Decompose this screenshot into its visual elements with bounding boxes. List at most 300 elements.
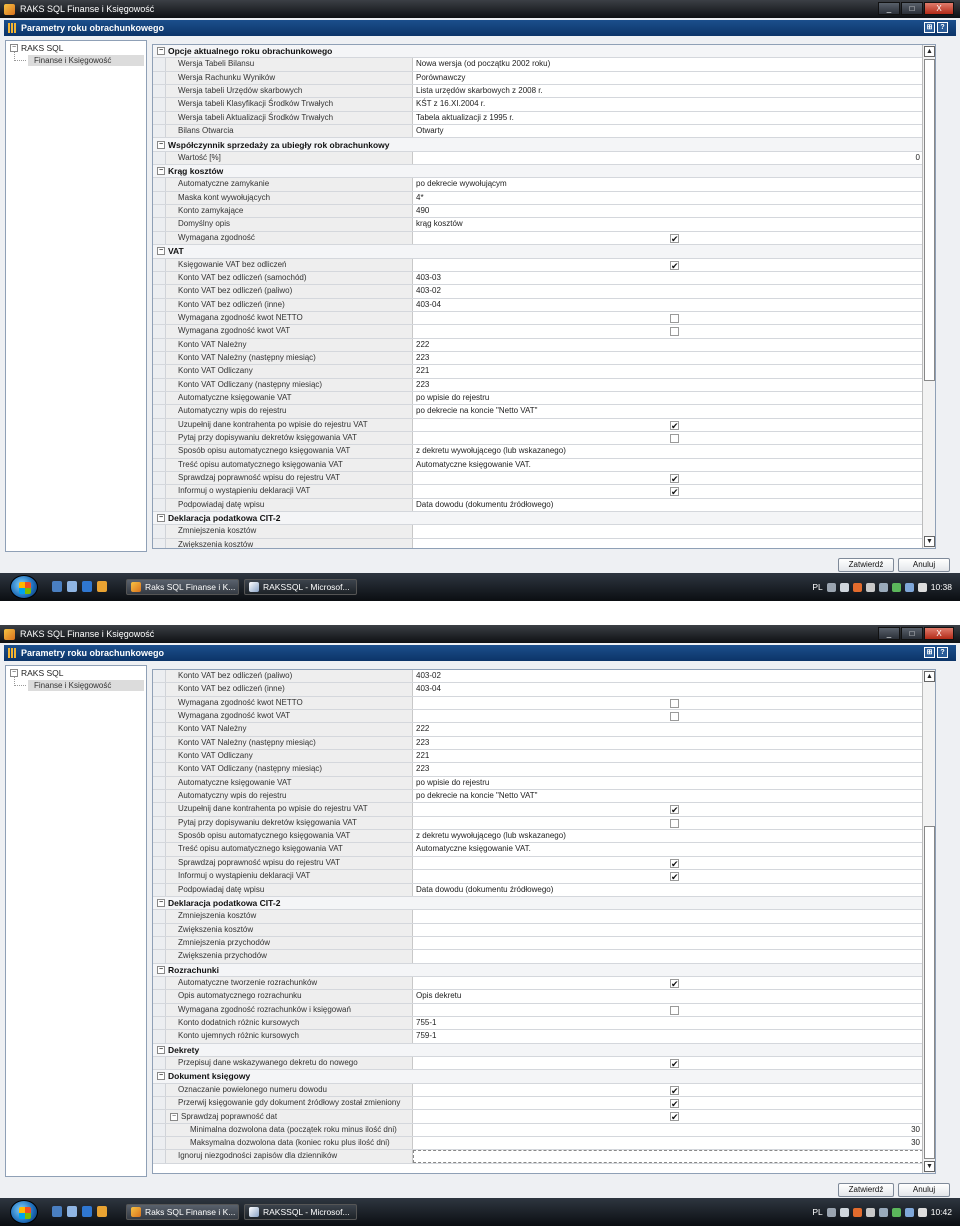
collapse-icon[interactable]: − xyxy=(158,1072,164,1080)
scroll-thumb[interactable] xyxy=(924,826,935,1159)
section-header[interactable] xyxy=(153,245,923,258)
section-header[interactable] xyxy=(153,138,923,151)
property-label xyxy=(166,58,413,70)
property-label xyxy=(166,870,413,882)
property-value[interactable] xyxy=(413,232,923,244)
maximize-button[interactable]: □ xyxy=(901,2,923,15)
property-value[interactable] xyxy=(413,990,923,1002)
property-label xyxy=(166,857,413,869)
property-row[interactable] xyxy=(153,870,923,883)
checkbox-checked[interactable] xyxy=(670,487,679,496)
keyboard-icon[interactable] xyxy=(827,583,836,592)
section-header[interactable] xyxy=(153,897,923,910)
scroll-up-icon[interactable]: ▲ xyxy=(924,46,935,57)
checkbox-checked[interactable] xyxy=(670,859,679,868)
maximize-button[interactable]: □ xyxy=(901,627,923,640)
property-label-text: Treść opisu automatycznego księgowania VAT xyxy=(178,459,343,469)
checkbox-unchecked[interactable] xyxy=(670,327,679,336)
property-row[interactable] xyxy=(153,539,923,549)
property-value[interactable] xyxy=(413,485,923,497)
monitor-icon[interactable] xyxy=(905,1208,914,1217)
property-row[interactable] xyxy=(153,737,923,750)
row-gutter xyxy=(153,683,166,695)
language-indicator[interactable]: PL xyxy=(812,582,823,592)
monitor-icon[interactable] xyxy=(905,583,914,592)
property-value[interactable] xyxy=(413,459,923,471)
property-value[interactable] xyxy=(413,763,923,775)
collapse-icon[interactable]: − xyxy=(158,514,164,522)
property-row[interactable] xyxy=(153,1017,923,1030)
row-gutter xyxy=(153,870,166,882)
property-value[interactable] xyxy=(413,1124,923,1136)
property-label xyxy=(166,72,413,84)
property-row[interactable] xyxy=(153,670,923,683)
confirm-button[interactable]: Zatwierdź xyxy=(838,1183,894,1197)
property-value[interactable] xyxy=(413,312,923,324)
property-label-text: Konto VAT Należny (następny miesiąc) xyxy=(178,352,316,362)
property-value[interactable] xyxy=(413,750,923,762)
property-label xyxy=(166,750,413,762)
property-value[interactable] xyxy=(413,843,923,855)
confirm-button[interactable]: Zatwierdź xyxy=(838,558,894,572)
property-label xyxy=(166,405,413,417)
property-row[interactable] xyxy=(153,125,923,138)
clock[interactable]: 10:42 xyxy=(930,1207,952,1217)
property-label xyxy=(166,924,413,936)
collapse-icon[interactable]: − xyxy=(158,47,164,55)
property-row[interactable] xyxy=(153,72,923,85)
property-value[interactable] xyxy=(413,950,923,962)
row-gutter xyxy=(153,525,166,537)
chevron-left-icon[interactable] xyxy=(840,583,849,592)
property-value[interactable] xyxy=(413,125,923,137)
row-gutter xyxy=(153,58,166,70)
property-row[interactable] xyxy=(153,817,923,830)
section-header[interactable] xyxy=(153,512,923,525)
property-row[interactable] xyxy=(153,723,923,736)
volume-icon[interactable] xyxy=(918,1208,927,1217)
property-row[interactable] xyxy=(153,697,923,710)
antivirus-icon[interactable] xyxy=(853,1208,862,1217)
property-row[interactable] xyxy=(153,924,923,937)
close-button[interactable]: X xyxy=(924,627,954,640)
checkbox-unchecked[interactable] xyxy=(670,434,679,443)
property-value-text: Automatyczne księgowanie VAT. xyxy=(416,844,531,854)
property-row[interactable] xyxy=(153,884,923,897)
property-row[interactable] xyxy=(153,1057,923,1070)
property-row[interactable] xyxy=(153,152,923,165)
property-row[interactable] xyxy=(153,365,923,378)
layout-icon[interactable]: ⊞ xyxy=(924,647,935,658)
minimize-button[interactable]: _ xyxy=(878,627,900,640)
row-gutter xyxy=(153,218,166,230)
property-label-text: Uzupełnij dane kontrahenta po wpisie do rejestru VAT xyxy=(178,419,368,429)
property-row[interactable] xyxy=(153,990,923,1003)
property-value[interactable] xyxy=(413,1097,923,1109)
checkbox-unchecked[interactable] xyxy=(670,699,679,708)
checkbox-checked[interactable] xyxy=(670,1059,679,1068)
property-value[interactable] xyxy=(413,803,923,815)
app-tray-icon[interactable] xyxy=(892,583,901,592)
property-row[interactable] xyxy=(153,790,923,803)
property-row[interactable] xyxy=(153,98,923,111)
property-row[interactable] xyxy=(153,950,923,963)
taskbar-item[interactable] xyxy=(126,1204,239,1220)
network-icon[interactable] xyxy=(866,1208,875,1217)
property-value[interactable] xyxy=(413,445,923,457)
property-row[interactable] xyxy=(153,352,923,365)
window-controls xyxy=(878,2,954,15)
collapse-icon[interactable]: − xyxy=(158,899,164,907)
property-value[interactable] xyxy=(413,1030,923,1042)
checkbox-unchecked[interactable] xyxy=(670,1006,679,1015)
property-value[interactable] xyxy=(413,285,923,297)
property-value[interactable] xyxy=(413,830,923,842)
property-value[interactable] xyxy=(413,937,923,949)
property-row[interactable] xyxy=(153,325,923,338)
help-icon[interactable]: ? xyxy=(937,647,948,658)
row-gutter xyxy=(153,98,166,110)
property-row[interactable] xyxy=(153,683,923,696)
show-desktop-icon[interactable] xyxy=(52,1206,62,1217)
row-gutter xyxy=(153,85,166,97)
property-label xyxy=(166,710,413,722)
chevron-left-icon[interactable] xyxy=(840,1208,849,1217)
property-row[interactable] xyxy=(153,112,923,125)
property-value[interactable] xyxy=(413,499,923,511)
antivirus-icon[interactable] xyxy=(853,583,862,592)
tree-item-finanse[interactable]: Finanse i Księgowość xyxy=(28,680,144,691)
property-row[interactable] xyxy=(153,1137,923,1150)
property-value[interactable] xyxy=(413,1137,923,1149)
checkbox-checked[interactable] xyxy=(670,261,679,270)
property-label-text: Automatyczne księgowanie VAT xyxy=(178,777,292,787)
property-row[interactable] xyxy=(153,405,923,418)
tree-connector xyxy=(14,52,26,61)
property-row[interactable] xyxy=(153,432,923,445)
property-value[interactable] xyxy=(413,472,923,484)
property-value[interactable] xyxy=(413,339,923,351)
property-row[interactable] xyxy=(153,857,923,870)
property-value[interactable] xyxy=(413,817,923,829)
property-row[interactable] xyxy=(153,525,923,538)
row-gutter xyxy=(153,697,166,709)
property-label xyxy=(166,1004,413,1016)
property-value[interactable] xyxy=(413,218,923,230)
property-label-text: Automatyczne księgowanie VAT xyxy=(178,392,292,402)
collapse-icon[interactable]: − xyxy=(158,247,164,255)
property-row[interactable] xyxy=(153,312,923,325)
property-row[interactable] xyxy=(153,232,923,245)
property-value[interactable] xyxy=(413,112,923,124)
row-gutter xyxy=(153,125,166,137)
property-row[interactable] xyxy=(153,272,923,285)
window-titlebar xyxy=(0,0,960,18)
collapse-icon[interactable]: − xyxy=(11,44,17,51)
property-value-text: Otwarty xyxy=(416,126,444,136)
checkbox-checked[interactable] xyxy=(670,872,679,881)
media-player-icon[interactable] xyxy=(97,1206,107,1217)
property-value[interactable] xyxy=(413,272,923,284)
property-row[interactable] xyxy=(153,392,923,405)
property-row[interactable] xyxy=(153,1124,923,1137)
property-label-text: Konto VAT bez odliczeń (inne) xyxy=(178,684,285,694)
property-row[interactable] xyxy=(153,259,923,272)
printer-icon[interactable] xyxy=(879,1208,888,1217)
collapse-icon[interactable]: − xyxy=(158,167,164,175)
property-label xyxy=(166,352,413,364)
section-header[interactable] xyxy=(153,1070,923,1083)
switch-windows-icon[interactable] xyxy=(67,1206,77,1217)
property-label-text: Przerwij księgowanie gdy dokument źródłowy został zmieniony xyxy=(178,1098,401,1107)
grid-rows xyxy=(153,45,923,549)
property-value[interactable] xyxy=(413,58,923,70)
tree-item-finanse[interactable]: Finanse i Księgowość xyxy=(28,55,144,66)
property-label xyxy=(166,312,413,324)
clock[interactable]: 10:38 xyxy=(930,582,952,592)
property-value[interactable] xyxy=(413,325,923,337)
checkbox-checked[interactable] xyxy=(670,805,679,814)
property-row[interactable] xyxy=(153,843,923,856)
app-icon xyxy=(4,4,15,15)
property-value[interactable] xyxy=(413,539,923,549)
property-value[interactable] xyxy=(413,98,923,110)
property-row[interactable] xyxy=(153,339,923,352)
scroll-down-icon[interactable]: ▼ xyxy=(924,536,935,547)
property-label xyxy=(166,85,413,97)
property-row[interactable] xyxy=(153,937,923,950)
property-value[interactable] xyxy=(413,192,923,204)
property-row[interactable] xyxy=(153,1150,923,1163)
taskbar-item-label: RAKSSQL - Microsof... xyxy=(263,1207,350,1217)
property-row[interactable] xyxy=(153,379,923,392)
property-label-text: Wartość [%] xyxy=(178,152,221,162)
keyboard-icon[interactable] xyxy=(827,1208,836,1217)
property-value[interactable] xyxy=(413,857,923,869)
property-value[interactable] xyxy=(413,419,923,431)
property-row[interactable] xyxy=(153,459,923,472)
property-value[interactable] xyxy=(413,884,923,896)
property-row[interactable] xyxy=(153,710,923,723)
taskbar-item[interactable] xyxy=(244,579,357,595)
section-header[interactable] xyxy=(153,1044,923,1057)
property-value-text: 403-03 xyxy=(416,272,441,282)
property-label-text: Wymagana zgodność kwot NETTO xyxy=(178,697,303,707)
property-value[interactable] xyxy=(413,777,923,789)
volume-icon[interactable] xyxy=(918,583,927,592)
property-value-text: 403-02 xyxy=(416,286,441,296)
collapse-icon[interactable]: − xyxy=(171,1112,177,1120)
checkbox-checked[interactable] xyxy=(670,1112,679,1121)
checkbox-checked[interactable] xyxy=(670,1099,679,1108)
row-gutter xyxy=(153,365,166,377)
browser-icon[interactable] xyxy=(82,581,92,592)
row-gutter xyxy=(153,259,166,271)
property-label-text: Konto VAT bez odliczeń (paliwo) xyxy=(178,671,293,680)
property-row[interactable] xyxy=(153,85,923,98)
property-row[interactable] xyxy=(153,763,923,776)
property-value[interactable] xyxy=(413,405,923,417)
row-gutter xyxy=(153,379,166,391)
property-row[interactable] xyxy=(153,58,923,71)
property-value[interactable] xyxy=(413,392,923,404)
checkbox-checked[interactable] xyxy=(670,1086,679,1095)
property-value[interactable] xyxy=(413,1110,923,1122)
row-gutter xyxy=(153,312,166,324)
property-value-text: po wpisie do rejestru xyxy=(416,777,490,787)
property-row[interactable] xyxy=(153,910,923,923)
property-row[interactable] xyxy=(153,1097,923,1110)
row-gutter xyxy=(153,72,166,84)
vertical-scrollbar[interactable] xyxy=(922,45,935,549)
property-value[interactable] xyxy=(413,1004,923,1016)
checkbox-checked[interactable] xyxy=(670,421,679,430)
property-label-text: Konto dodatnich różnic kursowych xyxy=(178,1017,300,1027)
property-row[interactable] xyxy=(153,285,923,298)
property-row[interactable] xyxy=(153,830,923,843)
scroll-thumb[interactable] xyxy=(924,59,935,381)
taskbar-item[interactable] xyxy=(244,1204,357,1220)
property-row[interactable] xyxy=(153,192,923,205)
property-label-text: Konto VAT Odliczany xyxy=(178,366,253,376)
property-value[interactable] xyxy=(413,205,923,217)
scroll-down-icon[interactable]: ▼ xyxy=(924,1161,935,1172)
taskbar-item[interactable] xyxy=(126,579,239,595)
printer-icon[interactable] xyxy=(879,583,888,592)
language-indicator[interactable]: PL xyxy=(812,1207,823,1217)
property-value[interactable] xyxy=(413,432,923,444)
start-button[interactable] xyxy=(10,575,38,599)
property-value[interactable] xyxy=(413,379,923,391)
app-tray-icon[interactable] xyxy=(892,1208,901,1217)
switch-windows-icon[interactable] xyxy=(67,581,77,592)
property-row[interactable] xyxy=(153,472,923,485)
taskbar-item-label: RAKSSQL - Microsof... xyxy=(263,582,350,592)
property-value[interactable] xyxy=(413,683,923,695)
property-row[interactable] xyxy=(153,419,923,432)
property-label xyxy=(166,259,413,271)
cancel-button[interactable]: Anuluj xyxy=(898,558,950,572)
property-row[interactable] xyxy=(153,1030,923,1043)
show-desktop-icon[interactable] xyxy=(52,581,62,592)
property-value-text: 221 xyxy=(416,366,430,376)
row-gutter xyxy=(153,1124,166,1136)
property-row[interactable] xyxy=(153,1110,923,1123)
row-gutter xyxy=(153,459,166,471)
property-row[interactable] xyxy=(153,178,923,191)
checkbox-checked[interactable] xyxy=(670,979,679,988)
property-label xyxy=(166,1137,413,1149)
property-value[interactable] xyxy=(413,72,923,84)
property-value[interactable] xyxy=(413,1017,923,1029)
row-gutter xyxy=(153,419,166,431)
property-row[interactable] xyxy=(153,218,923,231)
dialog-title: Parametry roku obrachunkowego xyxy=(21,648,165,658)
property-value[interactable] xyxy=(413,1150,923,1162)
property-value[interactable] xyxy=(413,152,923,164)
collapse-icon[interactable]: − xyxy=(11,669,17,676)
property-value[interactable] xyxy=(413,737,923,749)
checkbox-checked[interactable] xyxy=(670,474,679,483)
checkbox-unchecked[interactable] xyxy=(670,819,679,828)
section-label: Współczynnik sprzedaży za ubiegły rok obrachunkowy xyxy=(168,139,390,150)
property-value-text: 759-1 xyxy=(416,1031,437,1041)
property-value[interactable] xyxy=(413,1084,923,1096)
checkbox-unchecked[interactable] xyxy=(670,712,679,721)
start-button[interactable] xyxy=(10,1200,38,1224)
network-icon[interactable] xyxy=(866,583,875,592)
row-gutter xyxy=(153,1150,166,1162)
section-header[interactable] xyxy=(153,165,923,178)
minimize-button[interactable]: _ xyxy=(878,2,900,15)
section-header[interactable] xyxy=(153,45,923,58)
property-row[interactable] xyxy=(153,1084,923,1097)
property-row[interactable] xyxy=(153,485,923,498)
checkbox-checked[interactable] xyxy=(670,234,679,243)
property-label-text: Wersja tabeli Klasyfikacji Środków Trwałych xyxy=(178,99,334,109)
help-icon[interactable]: ? xyxy=(937,22,948,33)
property-value[interactable] xyxy=(413,977,923,989)
property-value[interactable] xyxy=(413,352,923,364)
property-row[interactable] xyxy=(153,445,923,458)
property-value[interactable] xyxy=(413,870,923,882)
property-value[interactable] xyxy=(413,178,923,190)
property-value[interactable] xyxy=(413,365,923,377)
property-value[interactable] xyxy=(413,910,923,922)
property-row[interactable] xyxy=(153,299,923,312)
collapse-icon[interactable]: − xyxy=(158,1045,164,1053)
property-value[interactable] xyxy=(413,670,923,682)
property-value[interactable] xyxy=(413,259,923,271)
browser-icon[interactable] xyxy=(82,1206,92,1217)
property-row[interactable] xyxy=(153,750,923,763)
property-value[interactable] xyxy=(413,299,923,311)
checkbox-unchecked[interactable] xyxy=(670,314,679,323)
property-value[interactable] xyxy=(413,924,923,936)
property-value[interactable] xyxy=(413,525,923,537)
property-label xyxy=(166,1097,413,1109)
collapse-icon[interactable]: − xyxy=(158,965,164,973)
property-row[interactable] xyxy=(153,977,923,990)
close-button[interactable]: X xyxy=(924,2,954,15)
property-row[interactable] xyxy=(153,1004,923,1017)
layout-icon[interactable]: ⊞ xyxy=(924,22,935,33)
property-label xyxy=(166,392,413,404)
property-value[interactable] xyxy=(413,85,923,97)
scroll-up-icon[interactable]: ▲ xyxy=(924,671,935,682)
section-label: Deklaracja podatkowa CIT-2 xyxy=(168,513,281,524)
property-row[interactable] xyxy=(153,777,923,790)
property-value[interactable] xyxy=(413,697,923,709)
property-value-text: Data dowodu (dokumentu źródłowego) xyxy=(416,884,554,894)
property-value[interactable] xyxy=(413,723,923,735)
property-value-text: 223 xyxy=(416,379,430,389)
dialog-header xyxy=(4,645,956,661)
vertical-scrollbar[interactable] xyxy=(922,670,935,1174)
property-value[interactable] xyxy=(413,710,923,722)
row-gutter xyxy=(153,817,166,829)
cancel-button[interactable]: Anuluj xyxy=(898,1183,950,1197)
property-row[interactable] xyxy=(153,499,923,512)
collapse-icon[interactable]: − xyxy=(158,140,164,148)
property-row[interactable] xyxy=(153,803,923,816)
row-gutter xyxy=(153,1057,166,1069)
section-header[interactable] xyxy=(153,964,923,977)
property-row[interactable] xyxy=(153,205,923,218)
property-value[interactable] xyxy=(413,1057,923,1069)
media-player-icon[interactable] xyxy=(97,581,107,592)
property-value[interactable] xyxy=(413,790,923,802)
